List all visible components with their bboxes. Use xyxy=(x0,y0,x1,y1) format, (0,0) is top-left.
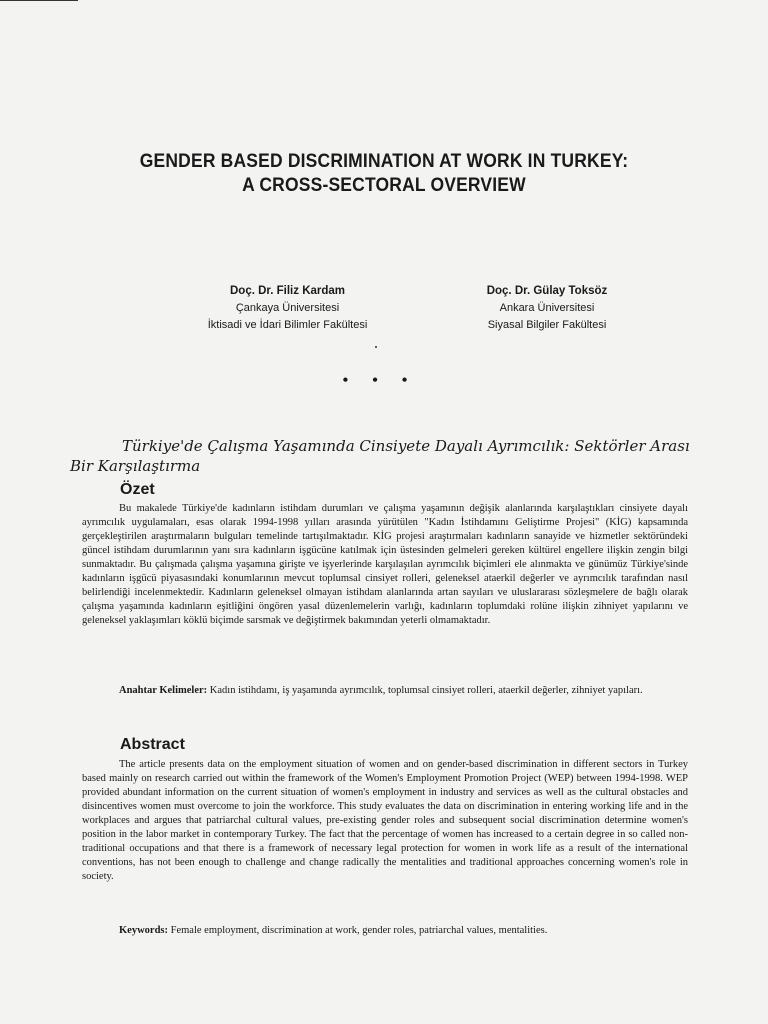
abstract-keywords-colon: : xyxy=(164,925,171,936)
paper-title-line-2: A CROSS-SECTORAL OVERVIEW xyxy=(242,175,526,196)
ozet-keywords-colon: : xyxy=(203,685,210,696)
section-separator: • • • xyxy=(342,372,418,389)
abstract-heading: Abstract xyxy=(120,736,185,753)
ozet-heading: Özet xyxy=(120,481,155,498)
author-2-faculty: Siyasal Bilgiler Fakültesi xyxy=(487,319,607,331)
ozet-keywords-label: Anahtar Kelimeler xyxy=(119,685,204,696)
author-2-name: Doç. Dr. Gülay Toksöz xyxy=(486,285,608,297)
paper-title xyxy=(86,150,682,198)
abstract-body: The article presents data on the employment situation of women and on gender-based discrimination in different sectors in Turkey based mainly on research carried out within the framework of the Women's Employment Promotion Project (WEP) between 1994-1998. WEP provided abundant information on the current situation of women's employment in industry and services as well as the cultural obstacles and disincentives women must overcome to join the workforce. This study evaluates the data on discrimination in entering working life and in the workplaces and argues that patriarchal cultural values, pre-existing gender roles and subsequent social discrimination determine women's position in the labor market in contemporary Turkey. The fact that the percentage of women has increased to a certain degree in so called non-traditional occupations and that there is a framework of necessary legal protection for women in work life as a result of the international conventions, has not been enough to challenge and change radically the mentalities and traditional approaches concerning women's role in society. xyxy=(82,759,688,882)
author-1-name: Doç. Dr. Filiz Kardam xyxy=(229,285,346,297)
abstract-keywords-text: Female employment, discrimination at work, gender roles, patriarchal values, mentalities. xyxy=(170,925,548,936)
turkish-title: Türkiye'de Çalışma Yaşamında Cinsiyete Dayalı Ayrımcılık: Sektörler Arası Bir Karşılaştırma xyxy=(70,437,690,475)
author-2-university: Ankara Üniversitesi xyxy=(499,302,595,314)
paper-title-line-1: GENDER BASED DISCRIMINATION AT WORK IN TURKEY: xyxy=(139,151,629,172)
ozet-keywords xyxy=(82,684,688,698)
author-1-university: Çankaya Üniversitesi xyxy=(235,302,340,314)
abstract-keywords-label: Keywords xyxy=(119,925,165,936)
top-left-rule xyxy=(0,0,78,1)
ozet-body: Bu makalede Türkiye'de kadınların istihdam durumları ve çalışma yaşamının değişik alanlarında karşılaştıkları cinsiyete dayalı ayrımcılık uygulamaları, esas olarak 1994-1998 yılları arasında yürütülen "Kadın İstihdamını Geliştirme Projesi" (KİG) kapsamında gerçekleştirilen araştırmaların bulguları temelinde tartışılmaktadır. KİG projesi araştırmaları kadınların sanayide ve hizmetler sektöründeki güncel istihdam durumlarının yanı sıra kadınların işgücüne katılmak için üstesinden gelmeleri gereken kültürel engellere ilişkin zengin bilgi sunmaktadır. Bu çalışmada çalışma yaşamına girişte ve işyerlerinde karşılaşılan ayrımcılık biçimleri ele alınmakta ve günümüz Türkiye'sinde kadınların işgücü piyasasındaki konumlarının mevcut toplumsal cinsiyet rolleri, geleneksel ataerkil değerler ve ayrımcılık tarafından nasıl belirlendiği incelenmektedir. Kadınların geleneksel olmayan istihdam alanlarında artan sayıları ve uluslararası sözleşmelere de bağlı olarak çalışma yaşamında kadınların eşitliğini öngören yasal düzenlemelerin varlığı, kadınların toplumdaki rolüne ilişkin zihniyet yapılarını ve geleneksel yaklaşımları köklü biçimde sarsmak ve değiştirmek bakımından yeterli olmamaktadır. xyxy=(82,503,688,626)
abstract-keywords xyxy=(82,924,688,938)
stray-dot xyxy=(375,346,377,348)
author-1-faculty: İktisadi ve İdari Bilimler Fakültesi xyxy=(207,319,368,331)
author-block-2 xyxy=(452,283,642,334)
ozet-keywords-text: Kadın istihdamı, iş yaşamında ayrımcılık, toplumsal cinsiyet rolleri, ataerkil değerler, zihniyet yapıları. xyxy=(209,685,643,696)
author-block-1 xyxy=(190,283,385,334)
